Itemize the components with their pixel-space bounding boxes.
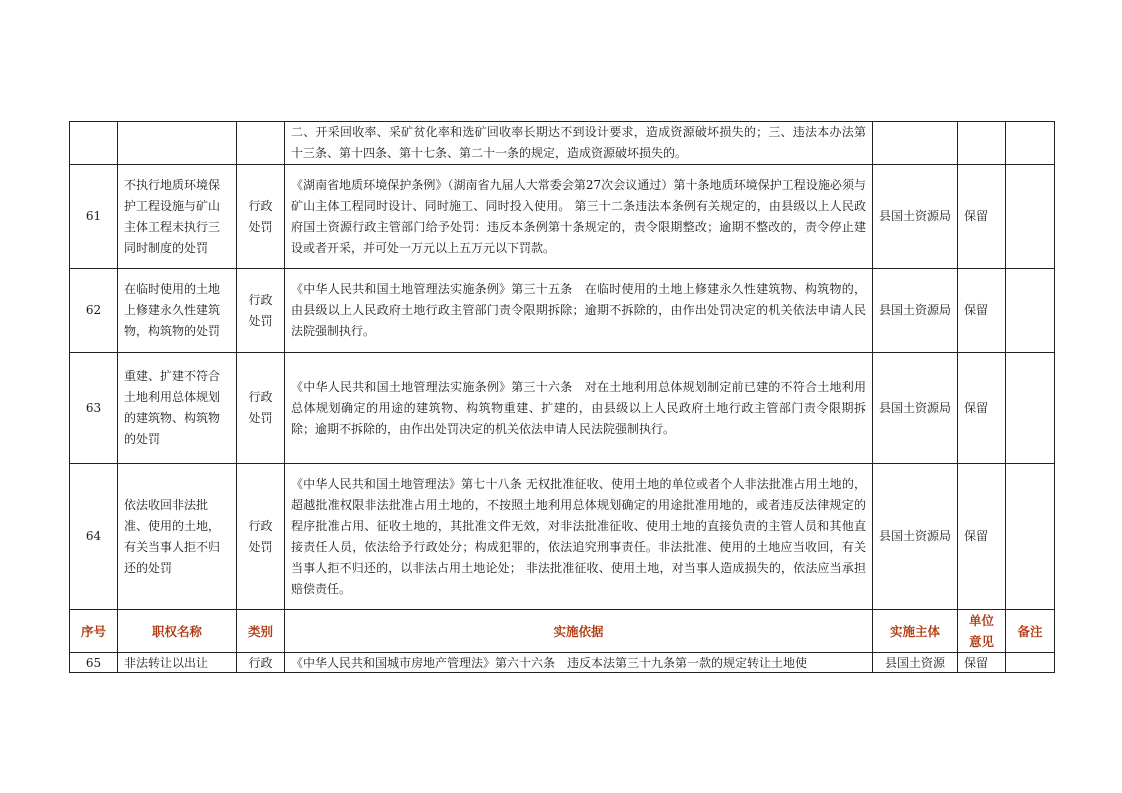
opinion-cell: 保留 bbox=[958, 464, 1006, 610]
category-cell: 行政 处罚 bbox=[237, 269, 285, 353]
subject-cell: 县国土资源 bbox=[873, 653, 958, 673]
opinion-cell: 保留 bbox=[958, 353, 1006, 464]
remarks-cell bbox=[1006, 165, 1055, 269]
table-row bbox=[70, 353, 1055, 464]
remarks-cell bbox=[1006, 653, 1055, 673]
table-row bbox=[70, 165, 1055, 269]
row-number bbox=[70, 122, 118, 165]
row-number: 62 bbox=[70, 269, 118, 353]
table-row bbox=[70, 653, 1055, 673]
authority-name: 非法转让以出让 bbox=[118, 653, 237, 673]
opinion-cell bbox=[958, 122, 1006, 165]
row-number: 65 bbox=[70, 653, 118, 673]
opinion-cell: 保留 bbox=[958, 165, 1006, 269]
remarks-cell bbox=[1006, 269, 1055, 353]
subject-cell: 县国土资源局 bbox=[873, 165, 958, 269]
opinion-cell: 保留 bbox=[958, 653, 1006, 673]
category-cell: 行政 处罚 bbox=[237, 353, 285, 464]
remarks-cell bbox=[1006, 122, 1055, 165]
subject-cell: 县国土资源局 bbox=[873, 464, 958, 610]
header-category: 类别 bbox=[237, 610, 285, 653]
row-number: 61 bbox=[70, 165, 118, 269]
table-header-row bbox=[70, 610, 1055, 653]
header-subject: 实施主体 bbox=[873, 610, 958, 653]
authority-table bbox=[69, 121, 1055, 673]
category-cell: 行政 处罚 bbox=[237, 165, 285, 269]
header-opinion: 单位 意见 bbox=[958, 610, 1006, 653]
table-row bbox=[70, 464, 1055, 610]
header-no: 序号 bbox=[70, 610, 118, 653]
basis-text: 《中华人民共和国土地管理法实施条例》第三十六条 对在土地利用总体规划制定前已建的不符合土地利用总体规划确定的用途的建筑物、构筑物重建、扩建的，由县级以上人民政府土地行政主管部门责令限期拆除；逾期不拆除的，由作出处罚决定的机关依法申请人民法院强制执行。 bbox=[285, 353, 873, 464]
category-cell bbox=[237, 122, 285, 165]
basis-text: 二、开采回收率、采矿贫化率和选矿回收率长期达不到设计要求，造成资源破坏损失的；三、违法本办法第十三条、第十四条、第十七条、第二十一条的规定，造成资源破坏损失的。 bbox=[285, 122, 873, 165]
subject-cell bbox=[873, 122, 958, 165]
authority-name: 在临时使用的土地上修建永久性建筑物，构筑物的处罚 bbox=[118, 269, 237, 353]
basis-text: 《中华人民共和国土地管理法实施条例》第三十五条 在临时使用的土地上修建永久性建筑物、构筑物的，由县级以上人民政府土地行政主管部门责令限期拆除；逾期不拆除的，由作出处罚决定的机关依法申请人民法院强制执行。 bbox=[285, 269, 873, 353]
category-cell: 行政 bbox=[237, 653, 285, 673]
authority-name: 依法收回非法批准、使用的土地，有关当事人拒不归还的处罚 bbox=[118, 464, 237, 610]
basis-text: 《中华人民共和国土地管理法》第七十八条 无权批准征收、使用土地的单位或者个人非法批准占用土地的，超越批准权限非法批准占用土地的，不按照土地利用总体规划确定的用途批准用地的，或者违反法律规定的程序批准占用、征收土地的，其批准文件无效，对非法批准征收、使用土地的直接负责的主管人员和其他直接责任人员，依法给予行政处分；构成犯罪的，依法追究刑事责任。非法批准、使用的土地应当收回，有关当事人拒不归还的，以非法占用土地论处； 非法批准征收、使用土地，对当事人造成损失的，依法应当承担赔偿责任。 bbox=[285, 464, 873, 610]
authority-name: 重建、扩建不符合土地利用总体规划的建筑物、构筑物的处罚 bbox=[118, 353, 237, 464]
table-row bbox=[70, 122, 1055, 165]
remarks-cell bbox=[1006, 353, 1055, 464]
subject-cell: 县国土资源局 bbox=[873, 353, 958, 464]
subject-cell: 县国土资源局 bbox=[873, 269, 958, 353]
header-name: 职权名称 bbox=[118, 610, 237, 653]
authority-name bbox=[118, 122, 237, 165]
row-number: 63 bbox=[70, 353, 118, 464]
opinion-cell: 保留 bbox=[958, 269, 1006, 353]
remarks-cell bbox=[1006, 464, 1055, 610]
row-number: 64 bbox=[70, 464, 118, 610]
basis-text: 《湖南省地质环境保护条例》（湖南省九届人大常委会第27次会议通过）第十条地质环境保护工程设施必须与矿山主体工程同时设计、同时施工、同时投入使用。 第三十二条违法本条例有关规定的，由县级以上人民政府国土资源行政主管部门给予处罚：违反本条例第十条规定的，责令限期整改；逾期不整改的，责令停止建设或者开采，并可处一万元以上五万元以下罚款。 bbox=[285, 165, 873, 269]
authority-name: 不执行地质环境保护工程设施与矿山主体工程未执行三同时制度的处罚 bbox=[118, 165, 237, 269]
header-basis: 实施依据 bbox=[285, 610, 873, 653]
header-remarks: 备注 bbox=[1006, 610, 1055, 653]
basis-text: 《中华人民共和国城市房地产管理法》第六十六条 违反本法第三十九条第一款的规定转让土地使 bbox=[285, 653, 873, 673]
category-cell: 行政 处罚 bbox=[237, 464, 285, 610]
table-row bbox=[70, 269, 1055, 353]
